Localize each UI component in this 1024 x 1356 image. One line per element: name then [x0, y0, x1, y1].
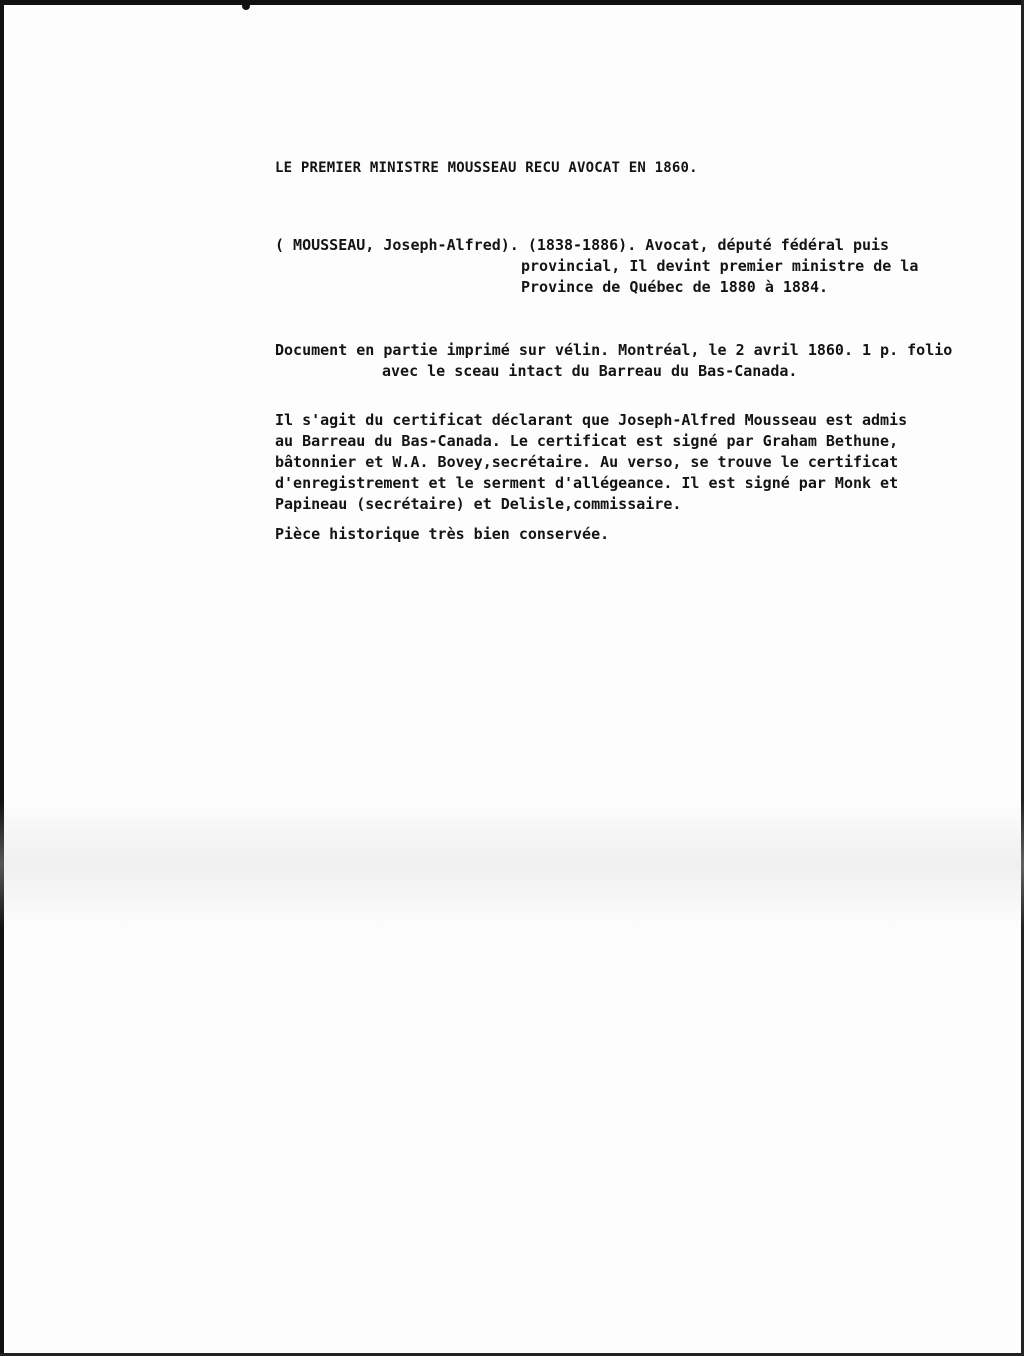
bio-line: Province de Québec de 1880 à 1884. — [521, 278, 829, 296]
certificate-line: d'enregistrement et le serment d'allégeance. Il est signé par Monk et — [275, 474, 899, 492]
certificate-line: Il s'agit du certificat déclarant que Joseph-Alfred Mousseau est admis — [275, 411, 908, 429]
bio-line: ( MOUSSEAU, Joseph-Alfred). (1838-1886). Avocat, député fédéral puis — [275, 236, 890, 254]
description-line: avec le sceau intact du Barreau du Bas-Canada. — [382, 362, 798, 380]
closing-note: Pièce historique très bien conservée. — [275, 525, 610, 543]
document-title: LE PREMIER MINISTRE MOUSSEAU RECU AVOCAT EN 1860. — [275, 160, 698, 176]
bio-line: provincial, Il devint premier ministre de la — [521, 257, 919, 275]
scan-haze-band — [0, 800, 1024, 930]
certificate-line: bâtonnier et W.A. Bovey,secrétaire. Au verso, se trouve le certificat — [275, 453, 899, 471]
certificate-line: au Barreau du Bas-Canada. Le certificat est signé par Graham Bethune, — [275, 432, 899, 450]
scan-mark — [242, 0, 250, 10]
description-line: Document en partie imprimé sur vélin. Montréal, le 2 avril 1860. 1 p. folio — [275, 341, 953, 359]
scan-border-top — [0, 0, 1024, 5]
certificate-line: Papineau (secrétaire) et Delisle,commissaire. — [275, 495, 682, 513]
scan-border-left — [0, 0, 4, 1356]
